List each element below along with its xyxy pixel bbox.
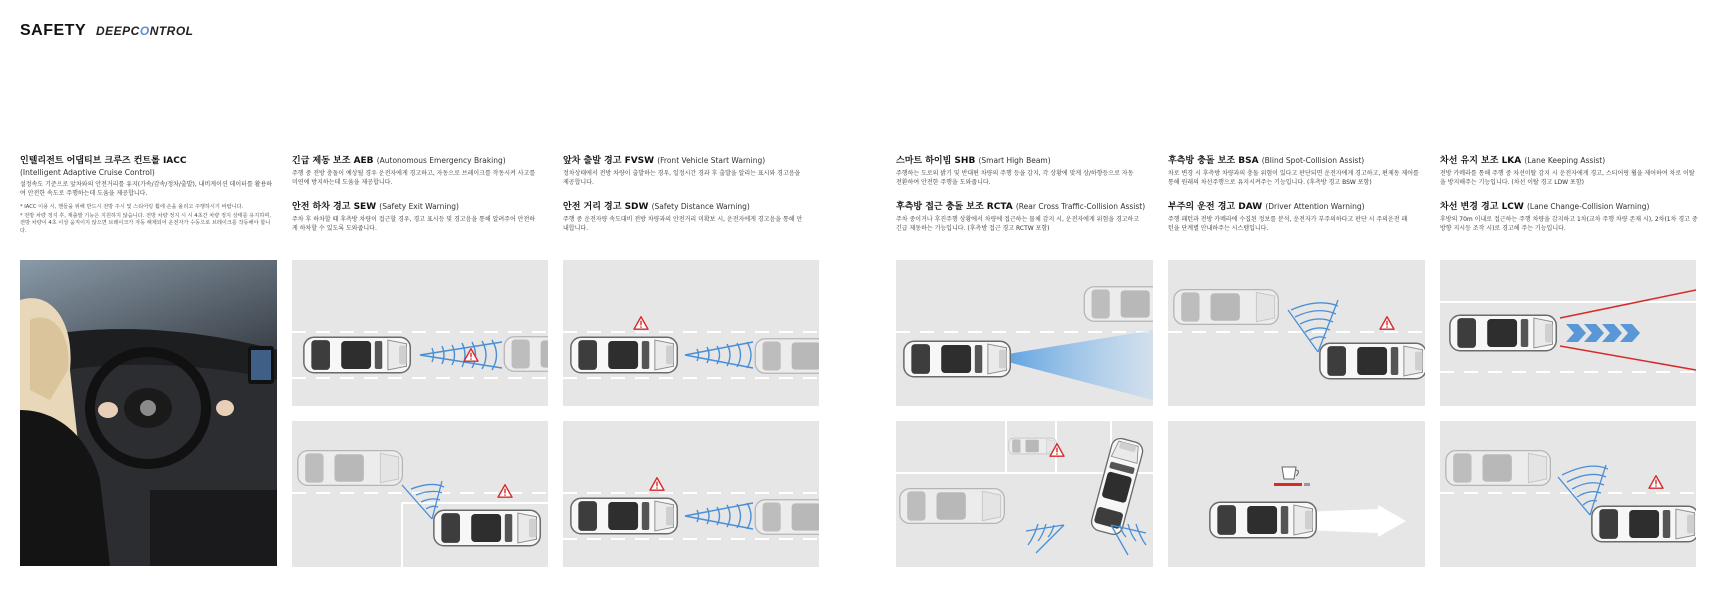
feature-description: 주차 후 하차할 때 후측방 차량이 접근할 경우, 경고 표시등 및 경고음을 통해 알려주어 안전하게 하차할 수 있도록 도와줍니다. — [292, 216, 536, 232]
feature-title: 후측방 충돌 보조 BSA (Blind Spot-Collision Assist) — [1168, 156, 1365, 166]
feature-bsa — [1168, 153, 1423, 187]
feature-lcw — [1440, 199, 1700, 233]
iacc-interior-photo — [20, 260, 277, 566]
feature-description: 전방 카메라를 통해 주행 중 차선이탈 감지 시 운전자에게 경고, 스티어링 휠을 제어하여 차로 이탈을 방지해주는 기능입니다. (차선 이탈 경고 LDW 포함) — [1440, 170, 1695, 186]
feature-note: * 전방 차량 정지 후, 재출발 기능은 지원하지 않습니다. 전방 차량 정지 시 시 4초간 차량 정지 상태를 유지하며, 전방 차량이 4초 이상 움직이지 않으면 브레이크가 자동 해제되어 운전자가 수동으로 브레이크를 작동해야 합니다. — [20, 212, 271, 234]
feature-aeb — [292, 153, 537, 187]
warning-triangle-icon — [498, 485, 512, 497]
feature-description: 주행 중 전방 충돌이 예상될 경우 운전자에게 경고하고, 자동으로 브레이크를 작동시켜 사고를 미연에 방지하는데 도움을 제공합니다. — [292, 170, 536, 186]
daw-diagram — [1168, 421, 1425, 567]
feature-shb — [896, 153, 1141, 187]
feature-title: 긴급 제동 보조 AEB (Autonomous Emergency Braking) — [292, 156, 506, 166]
feature-description: 차로 변경 시 후측방 차량과의 충돌 위험이 있다고 판단되면 운전자에게 경고하고, 편제동 제어를 통해 원래의 차선주행으로 유지시켜주는 기능입니다. (후측방 경고 BSW 포함) — [1168, 170, 1419, 186]
feature-description: 후방의 70m 이내로 접근하는 주행 차량을 감지하고 1차(교차 주행 차량 존재 시), 2차(1차 경고 중 방향 지시등 조작 시)로 경고해 주는 기능입니다. — [1440, 216, 1698, 232]
rcta-diagram — [896, 421, 1153, 567]
feature-title: 앞차 출발 경고 FVSW (Front Vehicle Start Warning) — [563, 156, 766, 166]
coffee-cup-icon — [1274, 467, 1310, 486]
feature-description: 주행하는 도로의 밝기 및 반대편 차량의 주행 등을 감지, 각 상황에 맞게 상/하향등으로 자동 전환하여 안전한 주행을 도와줍니다. — [896, 170, 1134, 186]
feature-description: 설정속도 기준으로 앞차와의 안전거리를 유지(가속/감속/정차/출발), 내비게이션 데이터를 활용하여 안전한 속도로 주행하는데 도움을 제공합니다. — [20, 181, 273, 197]
aeb-diagram — [292, 260, 548, 406]
feature-description: 주차 중이거나 후진주행 상황에서 차량에 접근하는 물체 감지 시, 운전자에게 위험을 경고하고 긴급 제동하는 기능입니다. (후측방 접근 경고 RCTW 포함) — [896, 216, 1140, 232]
feature-fvsw — [563, 153, 808, 187]
warning-triangle-icon — [650, 478, 664, 490]
feature-sew — [292, 199, 537, 233]
section-title: SAFETY — [20, 22, 87, 39]
feature-title: 스마트 하이빔 SHB (Smart High Beam) — [896, 156, 1051, 166]
shb-diagram — [896, 260, 1153, 406]
feature-note: * IACC 이용 시, 핸들을 위해 반드시 전방 주시 및 스티어링 휠에 손을 올리고 주행하시기 바랍니다. — [20, 204, 244, 210]
warning-triangle-icon — [634, 317, 648, 329]
feature-iacc — [20, 153, 275, 235]
sew-diagram — [292, 421, 548, 567]
feature-title: 안전 거리 경고 SDW (Safety Distance Warning) — [563, 202, 750, 212]
brand-logo: DEEPCONTROL — [96, 24, 194, 38]
feature-subtitle: (Intelligent Adaptive Cruise Control) — [20, 168, 155, 177]
lka-diagram — [1440, 260, 1696, 406]
bsa-diagram — [1168, 260, 1425, 406]
feature-sdw — [563, 199, 808, 233]
feature-title: 안전 하차 경고 SEW (Safety Exit Warning) — [292, 202, 459, 212]
feature-lka — [1440, 153, 1700, 187]
fvsw-diagram — [563, 260, 819, 406]
warning-triangle-icon — [1380, 317, 1394, 329]
feature-title: 후측방 접근 충돌 보조 RCTA (Rear Cross Traffic-Collision Assist) — [896, 202, 1146, 212]
warning-triangle-icon — [1649, 476, 1663, 488]
sdw-diagram — [563, 421, 819, 567]
feature-title: 인텔리전트 어댑티브 크루즈 컨트롤 IACC — [20, 156, 187, 166]
feature-title: 차선 변경 경고 LCW (Lane Change-Collision Warning) — [1440, 202, 1650, 212]
lcw-diagram — [1440, 421, 1696, 567]
feature-rcta — [896, 199, 1146, 233]
feature-description: 주행 패턴과 전방 카메라에 수집된 정보를 분석, 운전자가 부주의하다고 판단 시 주의운전 패턴을 단계별 안내하주는 시스템입니다. — [1168, 216, 1408, 232]
feature-title: 부주의 운전 경고 DAW (Driver Attention Warning) — [1168, 202, 1365, 212]
feature-daw — [1168, 199, 1413, 233]
feature-description: 주행 중 운전자량 속도대비 전방 차량과의 안전거리 미확보 시, 운전자에게 경고음을 통해 안내합니다. — [563, 216, 803, 232]
feature-description: 정차상태에서 전방 차량이 출발하는 경우, 일정시간 경과 후 출발을 알리는 표시와 경고음을 제공합니다. — [563, 170, 801, 186]
feature-title: 차선 유지 보조 LKA (Lane Keeping Assist) — [1440, 156, 1606, 166]
